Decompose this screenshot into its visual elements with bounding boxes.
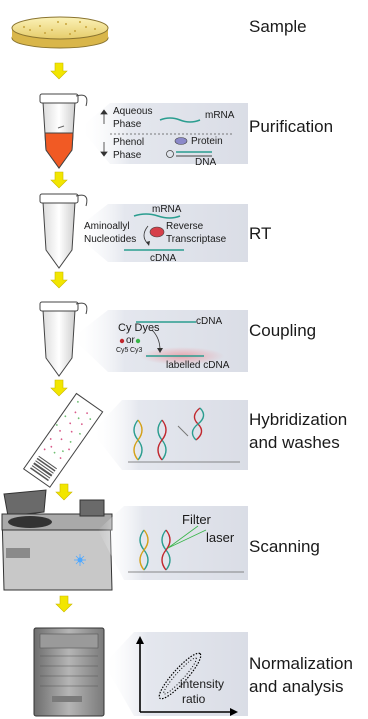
filter-label: Filter	[182, 512, 211, 527]
aminoallyl-label-2: Nucleotides	[84, 234, 137, 245]
petri-dish-icon	[12, 17, 108, 48]
mrna-label: mRNA	[205, 110, 235, 121]
dna-label: DNA	[195, 157, 217, 168]
cy-dyes-label: Cy Dyes	[118, 322, 160, 334]
intensity-label: intensity	[180, 677, 225, 691]
step-label-hybridization: Hybridization	[249, 410, 348, 429]
step-label-sample: Sample	[249, 17, 307, 36]
callout-panel	[92, 400, 248, 470]
rt-cdna-label: cDNA	[150, 253, 177, 264]
phenol-phase-label: Phenol	[113, 137, 145, 148]
protein-icon	[175, 138, 187, 145]
step-label-purification: Purification	[249, 117, 334, 136]
down-arrow-icon	[51, 63, 67, 79]
down-arrow-icon	[56, 596, 72, 612]
microarray-slide-icon	[24, 394, 103, 488]
ratio-label: ratio	[182, 692, 206, 706]
down-arrow-icon	[51, 172, 67, 188]
step-label-normalization: Normalization	[249, 654, 353, 673]
reverse-transcriptase-label: Reverse	[166, 221, 204, 232]
tube-purification-icon	[40, 94, 87, 168]
cy3-dye-icon	[136, 339, 140, 343]
phenol-phase-label-2: Phase	[113, 150, 142, 161]
laser-label: laser	[206, 530, 235, 545]
step-label-coupling: Coupling	[249, 321, 317, 340]
aminoallyl-label: Aminoallyl	[84, 221, 130, 232]
step-label-washes: and washes	[249, 433, 340, 452]
cy5-dye-icon	[120, 339, 124, 343]
step-label-scanning: Scanning	[249, 537, 320, 556]
cy5-label: Cy5	[116, 347, 129, 354]
cy3-label: Cy3	[130, 347, 143, 354]
coupling-cdna-label: cDNA	[196, 316, 223, 327]
reverse-transcriptase-label-2: Transcriptase	[166, 234, 227, 245]
computer-tower-icon	[34, 628, 104, 716]
scanner-icon	[2, 490, 112, 590]
rt-mrna-label: mRNA	[152, 204, 182, 215]
step-label-rt: RT	[249, 224, 272, 243]
step-label-analysis: and analysis	[249, 677, 344, 696]
down-arrow-icon	[51, 272, 67, 288]
callout-panel	[104, 632, 248, 716]
aqueous-phase-label-2: Phase	[113, 119, 142, 130]
down-arrow-icon	[56, 484, 72, 500]
down-arrow-icon	[51, 380, 67, 396]
labelled-cdna-label: labelled cDNA	[166, 360, 230, 371]
reverse-transcriptase-icon	[150, 227, 164, 237]
or-label: or	[126, 335, 135, 346]
protein-label: Protein	[191, 136, 223, 147]
aqueous-phase-label: Aqueous	[113, 106, 153, 117]
